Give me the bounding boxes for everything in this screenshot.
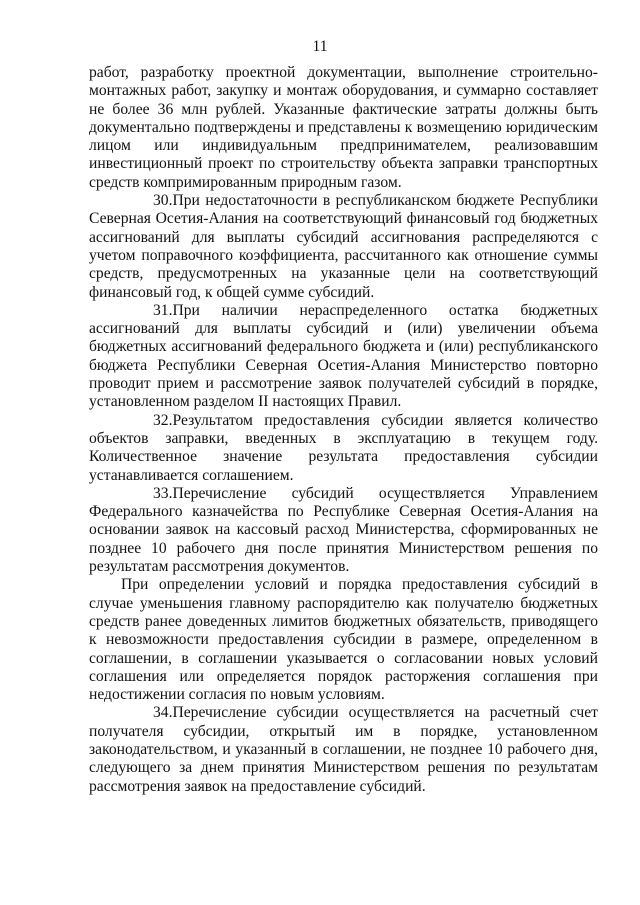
paragraph-text: работ, разработку проектной документации, выполнение строительно-монтажных работ, закупку и монтаж оборудования, и суммарно составляет не более 36 млн рублей. Указанные фактические затраты должны быть документально подтверждены и представлены к возмещению юридическим лицом или индивидуальным предпринимателем, реализовавшим инвестиционный проект по строительству объекта заправки транспортных средств компримированным природным газом. bbox=[89, 64, 598, 191]
paragraph-30 bbox=[89, 192, 598, 302]
paragraph-number: 32. bbox=[153, 411, 173, 429]
page-number: 11 bbox=[312, 38, 328, 55]
paragraph-33-extra bbox=[89, 576, 598, 704]
document-body bbox=[89, 64, 598, 796]
paragraph-text: При наличии нераспределенного остатка бюджетных ассигнований для выплаты субсидий и (или) увеличении объема бюджетных ассигнований федерального бюджета и (или) республиканского бюджета Республики Северная Осетия-Алания Министерство повторно проводит прием и рассмотрение заявок получателей субсидий в порядке, установленном разделом II настоящих Правил. bbox=[89, 301, 598, 411]
paragraph-text: Результатом предоставления субсидии является количество объектов заправки, введенных в эксплуатацию в текущем году. Количественное значение результата предоставления субсидии устанавливается соглашением. bbox=[89, 411, 598, 484]
paragraph-text: При недостаточности в республиканском бюджете Республики Северная Осетия-Алания на соответствующий финансовый год бюджетных ассигнований для выплаты субсидий ассигнования распределяются с учетом поправочного коэффициента, рассчитанного как отношение суммы средств, предусмотренных на указанные цели на соответствующий финансовый год, к общей сумме субсидий. bbox=[89, 192, 598, 301]
paragraph-33 bbox=[89, 485, 598, 576]
paragraph-number: 34. bbox=[153, 704, 173, 722]
paragraph-34 bbox=[89, 704, 598, 795]
paragraph-number: 30. bbox=[153, 192, 173, 210]
paragraph-text: Перечисление субсидий осуществляется Управлением Федерального казначейства по Республике Северная Осетия-Алания на основании заявок на кассовый расход Министерства, сформированных не позднее 10 рабочего дня после принятия Министерством решения по результатам рассмотрения документов. bbox=[89, 484, 598, 576]
paragraph-text: При определении условий и порядка предоставления субсидий в случае уменьшения главному распорядителю как получателю бюджетных средств ранее доведенных лимитов бюджетных обязательств, приводящего к невозможности предоставления субсидии в размере, определенном в соглашении, в соглашении указывается о согласовании новых условий соглашения или определяется порядок расторжения соглашения при недостижении согласия по новым условиям. bbox=[89, 576, 598, 704]
paragraph-text: Перечисление субсидии осуществляется на расчетный счет получателя субсидии, открытый им в порядке, установленном законодательством, и указанный в соглашении, не позднее 10 рабочего дня, следующего за днем принятия Министерством решения по результатам рассмотрения заявок на предоставление субсидий. bbox=[89, 704, 598, 795]
paragraph-number: 31. bbox=[153, 301, 173, 319]
paragraph-number: 33. bbox=[153, 484, 173, 502]
paragraph-continuation bbox=[89, 64, 598, 192]
paragraph-31 bbox=[89, 302, 598, 412]
paragraph-32 bbox=[89, 412, 598, 485]
